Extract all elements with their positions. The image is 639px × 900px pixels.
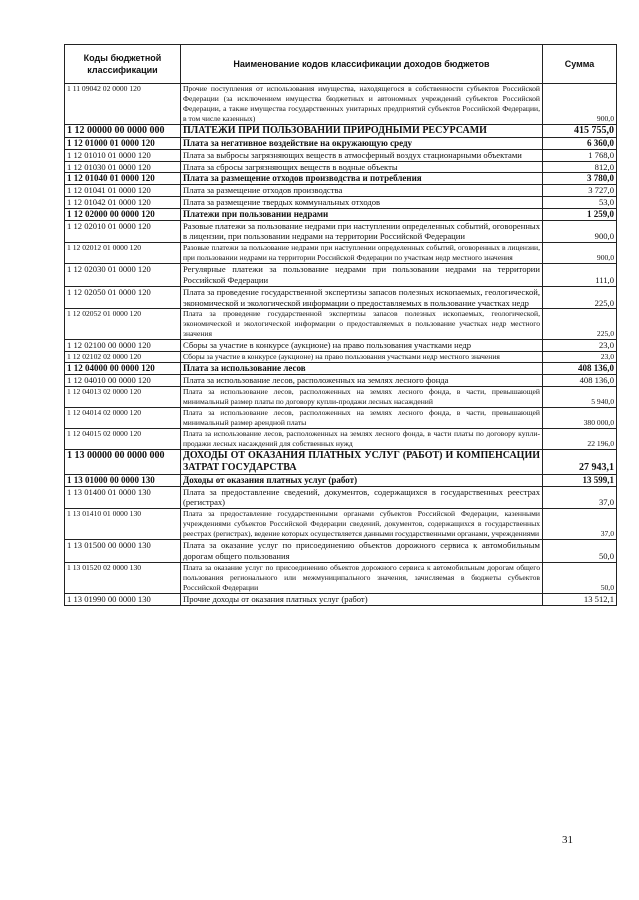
table-row (65, 309, 617, 340)
code-cell: 1 13 01500 00 0000 130 (65, 540, 181, 563)
name-cell: Разовые платежи за пользование недрами при наступлении определенных событий, оговоренных в лицензии, при пользовании недрами на территории Российской Федерации по участкам недр местного значения (181, 243, 543, 264)
name-cell: Платежи при пользовании недрами (181, 208, 543, 220)
code-cell: 1 12 02102 02 0000 120 (65, 352, 181, 363)
table-row (65, 407, 617, 428)
name-cell: ДОХОДЫ ОТ ОКАЗАНИЯ ПЛАТНЫХ УСЛУГ (РАБОТ) И КОМПЕНСАЦИИ ЗАТРАТ ГОСУДАРСТВА (181, 449, 543, 474)
code-cell: 1 12 04013 02 0000 120 (65, 386, 181, 407)
sum-cell: 13 512,1 (543, 593, 617, 605)
sum-cell: 23,0 (543, 340, 617, 352)
code-cell: 1 13 00000 00 0000 000 (65, 449, 181, 474)
name-cell: Плата за предоставление сведений, документов, содержащихся в государственных реестрах (регистрах) (181, 486, 543, 509)
sum-cell: 408 136,0 (543, 363, 617, 375)
code-cell: 1 13 01400 01 0000 130 (65, 486, 181, 509)
table-row (65, 149, 617, 161)
table-row (65, 486, 617, 509)
table-row (65, 161, 617, 173)
sum-cell: 23,0 (543, 352, 617, 363)
sum-cell: 900,0 (543, 84, 617, 125)
code-cell: 1 13 01990 00 0000 130 (65, 593, 181, 605)
name-cell: Плата за использование лесов, расположенных на землях лесного фонда, в части, превышающей минимальный размер платы по договору купли-продажи лесных насаждений (181, 386, 543, 407)
code-cell: 1 13 01520 02 0000 130 (65, 562, 181, 593)
table-header-row (65, 45, 617, 84)
name-cell: Сборы за участие в конкурсе (аукционе) на право пользования участками недр местного значения (181, 352, 543, 363)
name-cell: Плата за проведение государственной экспертизы запасов полезных ископаемых, геологической, экономической и экологической информации о предоставляемых в пользование участках недр (181, 286, 543, 309)
code-cell: 1 13 01000 00 0000 130 (65, 474, 181, 486)
name-cell: Плата за размещение твердых коммунальных отходов (181, 196, 543, 208)
code-cell: 1 12 02000 00 0000 120 (65, 208, 181, 220)
code-cell: 1 12 01040 01 0000 120 (65, 173, 181, 185)
sum-cell: 408 136,0 (543, 374, 617, 386)
code-cell: 1 12 02010 01 0000 120 (65, 220, 181, 243)
name-cell: Прочие доходы от оказания платных услуг (работ) (181, 593, 543, 605)
name-cell: Плата за оказание услуг по присоединению объектов дорожного сервиса к автомобильным дорогам общего пользования (181, 540, 543, 563)
table-row (65, 173, 617, 185)
sum-cell: 50,0 (543, 540, 617, 563)
name-cell: Плата за использование лесов, расположенных на землях лесного фонда, в части платы по договору купли-продажи лесных насаждений для собственных нужд (181, 428, 543, 449)
table-row (65, 428, 617, 449)
code-cell: 1 12 04000 00 0000 120 (65, 363, 181, 375)
code-cell: 1 12 04015 02 0000 120 (65, 428, 181, 449)
header-sum: Сумма (543, 45, 617, 84)
code-cell: 1 11 09042 02 0000 120 (65, 84, 181, 125)
code-cell: 1 12 02030 01 0000 120 (65, 264, 181, 287)
sum-cell: 1 259,0 (543, 208, 617, 220)
sum-cell: 3 780,0 (543, 173, 617, 185)
sum-cell: 1 768,0 (543, 149, 617, 161)
table-row (65, 363, 617, 375)
code-cell: 1 12 02012 01 0000 120 (65, 243, 181, 264)
sum-cell: 27 943,1 (543, 449, 617, 474)
table-row (65, 185, 617, 197)
sum-cell: 13 599,1 (543, 474, 617, 486)
header-name: Наименование кодов классификации доходов бюджетов (181, 45, 543, 84)
name-cell: Регулярные платежи за пользование недрами при пользовании недрами на территории Российской Федерации (181, 264, 543, 287)
name-cell: Плата за негативное воздействие на окружающую среду (181, 138, 543, 150)
sum-cell: 900,0 (543, 220, 617, 243)
table-row (65, 562, 617, 593)
table-body (65, 84, 617, 606)
table-row (65, 138, 617, 150)
name-cell: Плата за использование лесов, расположенных на землях лесного фонда (181, 374, 543, 386)
sum-cell: 37,0 (543, 486, 617, 509)
table-row (65, 593, 617, 605)
table-row (65, 352, 617, 363)
code-cell: 1 12 02052 01 0000 120 (65, 309, 181, 340)
sum-cell: 37,0 (543, 509, 617, 540)
page-number: 31 (562, 834, 573, 846)
sum-cell: 225,0 (543, 309, 617, 340)
sum-cell: 225,0 (543, 286, 617, 309)
name-cell: Плата за использование лесов (181, 363, 543, 375)
name-cell: Плата за размещение отходов производства и потребления (181, 173, 543, 185)
document-page (64, 44, 616, 606)
table-row (65, 386, 617, 407)
table-row (65, 509, 617, 540)
table-row (65, 220, 617, 243)
table-row (65, 286, 617, 309)
name-cell: Плата за проведение государственной экспертизы запасов полезных ископаемых, геологической, экономической и экологической информации о предоставляемых в пользование участках недр местного значения (181, 309, 543, 340)
code-cell: 1 12 04010 00 0000 120 (65, 374, 181, 386)
code-cell: 1 12 01010 01 0000 120 (65, 149, 181, 161)
name-cell: Плата за оказание услуг по присоединению объектов дорожного сервиса к автомобильным дорогам общего пользования регионального или межмуниципального значения, зачисляемая в бюджеты субъектов Российской Федерации (181, 562, 543, 593)
sum-cell: 812,0 (543, 161, 617, 173)
sum-cell: 22 196,0 (543, 428, 617, 449)
table-row (65, 196, 617, 208)
name-cell: Плата за размещение отходов производства (181, 185, 543, 197)
code-cell: 1 12 02050 01 0000 120 (65, 286, 181, 309)
sum-cell: 900,0 (543, 243, 617, 264)
code-cell: 1 12 01030 01 0000 120 (65, 161, 181, 173)
sum-cell: 50,0 (543, 562, 617, 593)
name-cell: Доходы от оказания платных услуг (работ) (181, 474, 543, 486)
name-cell: Разовые платежи за пользование недрами при наступлении определенных событий, оговоренных в лицензии, при пользовании недрами на территории Российской Федерации (181, 220, 543, 243)
table-row (65, 340, 617, 352)
code-cell: 1 13 01410 01 0000 130 (65, 509, 181, 540)
sum-cell: 380 000,0 (543, 407, 617, 428)
code-cell: 1 12 01041 01 0000 120 (65, 185, 181, 197)
table-row (65, 243, 617, 264)
header-code: Коды бюджетной классификации (65, 45, 181, 84)
sum-cell: 53,0 (543, 196, 617, 208)
table-row (65, 125, 617, 138)
name-cell: Плата за использование лесов, расположенных на землях лесного фонда, в части, превышающей минимальный размер арендной платы (181, 407, 543, 428)
code-cell: 1 12 00000 00 0000 000 (65, 125, 181, 138)
budget-classification-table (64, 44, 617, 606)
table-row (65, 264, 617, 287)
name-cell: ПЛАТЕЖИ ПРИ ПОЛЬЗОВАНИИ ПРИРОДНЫМИ РЕСУРСАМИ (181, 125, 543, 138)
sum-cell: 111,0 (543, 264, 617, 287)
sum-cell: 6 360,0 (543, 138, 617, 150)
sum-cell: 5 940,0 (543, 386, 617, 407)
sum-cell: 3 727,0 (543, 185, 617, 197)
name-cell: Сборы за участие в конкурсе (аукционе) на право пользования участками недр (181, 340, 543, 352)
table-row (65, 84, 617, 125)
code-cell: 1 12 02100 00 0000 120 (65, 340, 181, 352)
name-cell: Плата за предоставление государственными органами субъектов Российской Федерации, казенными учреждениями субъектов Российской Федерации сведений, документов, содержащихся в государственных реестрах (регистрах), ведение которых осуществляется данными государственными органами, учреждениями (181, 509, 543, 540)
name-cell: Плата за сбросы загрязняющих веществ в водные объекты (181, 161, 543, 173)
code-cell: 1 12 01042 01 0000 120 (65, 196, 181, 208)
code-cell: 1 12 04014 02 0000 120 (65, 407, 181, 428)
code-cell: 1 12 01000 01 0000 120 (65, 138, 181, 150)
name-cell: Плата за выбросы загрязняющих веществ в атмосферный воздух стационарными объектами (181, 149, 543, 161)
table-row (65, 208, 617, 220)
table-row (65, 540, 617, 563)
table-row (65, 449, 617, 474)
table-row (65, 374, 617, 386)
table-row (65, 474, 617, 486)
name-cell: Прочие поступления от использования имущества, находящегося в собственности субъектов Российской Федерации (за исключением имущества бюджетных и автономных учреждений субъектов Российской Федерации, а также имущества государственных унитарных предприятий субъектов Российской Федерации, в том числе казенных) (181, 84, 543, 125)
sum-cell: 415 755,0 (543, 125, 617, 138)
